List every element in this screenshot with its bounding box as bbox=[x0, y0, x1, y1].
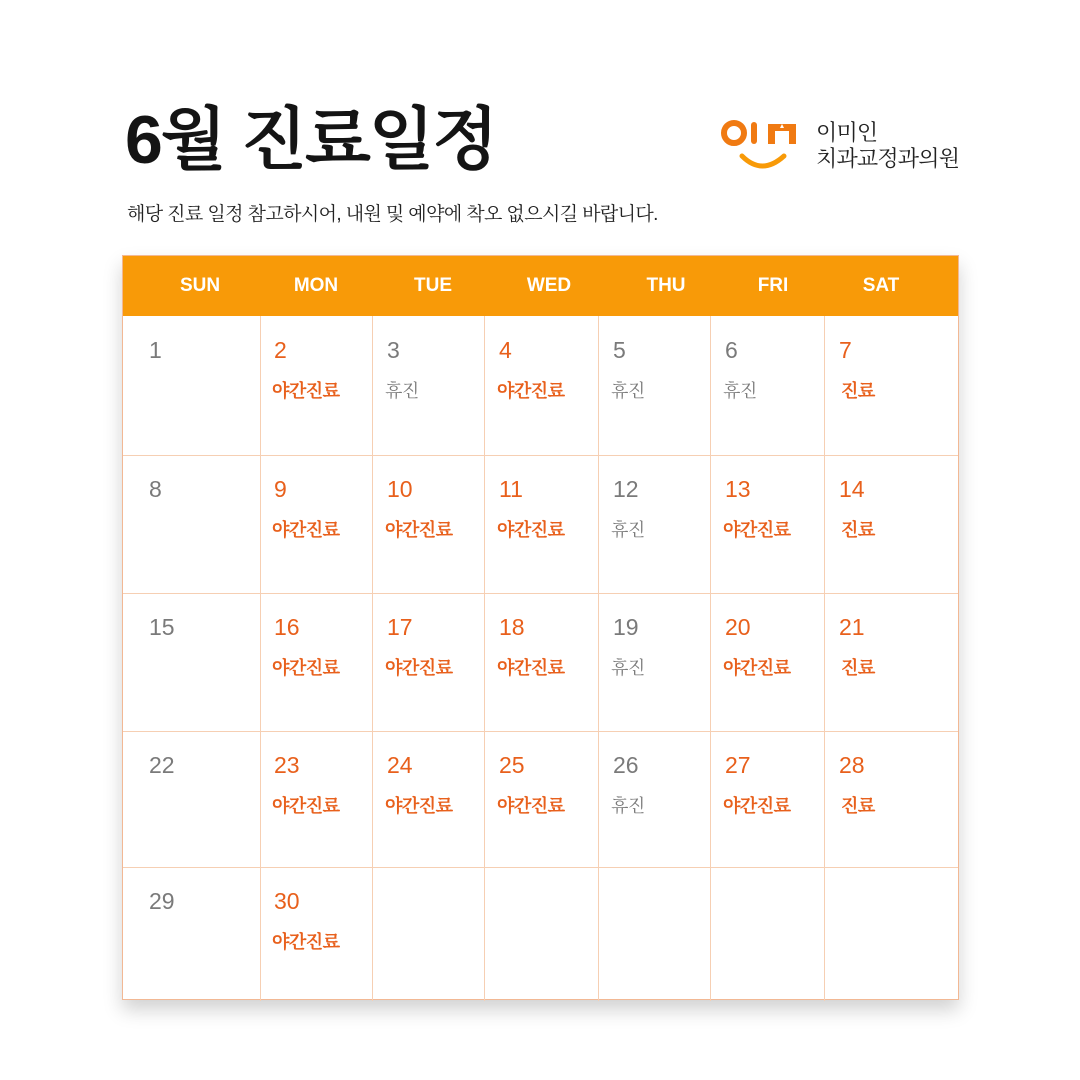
clinic-brand bbox=[720, 118, 970, 178]
day-number: 13 bbox=[725, 476, 751, 502]
grid-column-divider bbox=[824, 316, 825, 1001]
grid-row-divider bbox=[123, 593, 958, 594]
grid-column-divider bbox=[372, 316, 373, 1001]
day-number: 21 bbox=[839, 614, 865, 640]
day-status-label: 휴진 bbox=[611, 658, 645, 678]
weekday-mon: MON bbox=[293, 275, 339, 296]
weekday-sun: SUN bbox=[179, 275, 221, 296]
day-status-label: 야간진료 bbox=[272, 381, 340, 401]
day-status-label: 야간진료 bbox=[497, 520, 565, 540]
day-number: 10 bbox=[387, 476, 413, 502]
weekday-wed: WED bbox=[526, 275, 572, 296]
day-status-label: 야간진료 bbox=[497, 381, 565, 401]
day-status-label: 야간진료 bbox=[272, 932, 340, 952]
day-number: 1 bbox=[149, 337, 162, 363]
day-number: 24 bbox=[387, 752, 413, 778]
day-number: 20 bbox=[725, 614, 751, 640]
day-number: 30 bbox=[274, 888, 300, 914]
day-number: 15 bbox=[149, 614, 175, 640]
day-number: 23 bbox=[274, 752, 300, 778]
day-number: 4 bbox=[499, 337, 512, 363]
page-subtitle: 해당 진료 일정 참고하시어, 내원 및 예약에 착오 없으시길 바랍니다. bbox=[127, 204, 658, 225]
day-status-label: 야간진료 bbox=[272, 658, 340, 678]
day-status-label: 야간진료 bbox=[723, 520, 791, 540]
day-number: 17 bbox=[387, 614, 413, 640]
day-status-label: 야간진료 bbox=[385, 796, 453, 816]
day-status-label: 진료 bbox=[841, 658, 875, 678]
weekday-header-bar bbox=[123, 256, 958, 316]
day-status-label: 휴진 bbox=[723, 381, 757, 401]
day-number: 7 bbox=[839, 337, 852, 363]
page-title: 6월 진료일정 bbox=[125, 102, 497, 178]
day-status-label: 휴진 bbox=[385, 381, 419, 401]
day-number: 26 bbox=[613, 752, 639, 778]
clinic-name bbox=[816, 120, 959, 172]
day-status-label: 야간진료 bbox=[385, 520, 453, 540]
schedule-calendar bbox=[122, 255, 959, 1000]
day-status-label: 야간진료 bbox=[723, 658, 791, 678]
grid-row-divider bbox=[123, 731, 958, 732]
day-number: 9 bbox=[274, 476, 287, 502]
weekday-thu: THU bbox=[646, 275, 686, 296]
day-number: 14 bbox=[839, 476, 865, 502]
day-status-label: 휴진 bbox=[611, 520, 645, 540]
grid-column-divider bbox=[484, 316, 485, 1001]
grid-column-divider bbox=[260, 316, 261, 1001]
clinic-logo-icon bbox=[720, 118, 802, 174]
day-status-label: 야간진료 bbox=[497, 796, 565, 816]
day-number: 22 bbox=[149, 752, 175, 778]
weekday-tue: TUE bbox=[414, 275, 452, 296]
weekday-fri: FRI bbox=[757, 275, 789, 296]
day-status-label: 휴진 bbox=[611, 381, 645, 401]
grid-row-divider bbox=[123, 867, 958, 868]
day-number: 29 bbox=[149, 888, 175, 914]
day-number: 25 bbox=[499, 752, 525, 778]
day-number: 18 bbox=[499, 614, 525, 640]
grid-column-divider bbox=[598, 316, 599, 1001]
day-status-label: 야간진료 bbox=[385, 658, 453, 678]
day-number: 12 bbox=[613, 476, 639, 502]
day-status-label: 진료 bbox=[841, 381, 875, 401]
day-number: 5 bbox=[613, 337, 626, 363]
day-number: 2 bbox=[274, 337, 287, 363]
day-number: 11 bbox=[499, 476, 523, 502]
day-number: 16 bbox=[274, 614, 300, 640]
day-number: 6 bbox=[725, 337, 738, 363]
clinic-name-line1: 이미인 bbox=[816, 120, 878, 145]
clinic-name-line2: 치과교정과의원 bbox=[816, 146, 960, 171]
day-status-label: 야간진료 bbox=[272, 796, 340, 816]
day-status-label: 야간진료 bbox=[272, 520, 340, 540]
grid-row-divider bbox=[123, 455, 958, 456]
day-status-label: 야간진료 bbox=[497, 658, 565, 678]
day-number: 8 bbox=[149, 476, 162, 502]
weekday-sat: SAT bbox=[862, 275, 900, 296]
day-status-label: 야간진료 bbox=[723, 796, 791, 816]
day-status-label: 진료 bbox=[841, 796, 875, 816]
day-status-label: 휴진 bbox=[611, 796, 645, 816]
grid-column-divider bbox=[710, 316, 711, 1001]
day-number: 3 bbox=[387, 337, 400, 363]
day-number: 19 bbox=[613, 614, 639, 640]
day-number: 28 bbox=[839, 752, 865, 778]
day-number: 27 bbox=[725, 752, 751, 778]
day-status-label: 진료 bbox=[841, 520, 875, 540]
